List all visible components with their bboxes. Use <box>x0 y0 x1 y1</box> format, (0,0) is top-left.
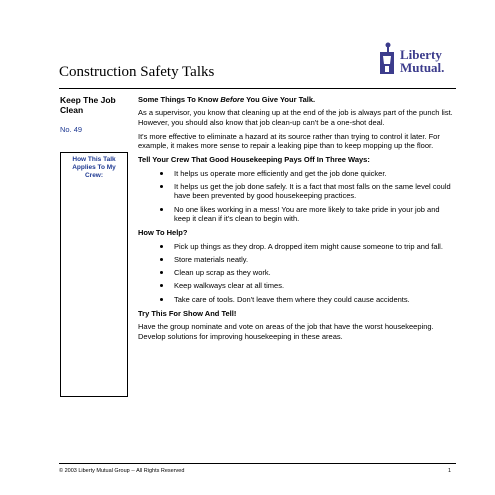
section-heading-three-ways: Tell Your Crew That Good Housekeeping Pays Off In Three Ways: <box>138 155 370 165</box>
footer-page-number: 1 <box>448 468 452 474</box>
list-item: Keep walkways clear at all times. <box>174 281 455 290</box>
heading-prefix: Some Things To Know <box>138 95 221 104</box>
talk-title: Keep The Job Clean <box>60 95 116 115</box>
page-title: Construction Safety Talks <box>59 64 215 80</box>
paragraph-show-and-tell: Have the group nominate and vote on areas of the job that have the worst housekeeping. Develop solutions for improving housekeeping in these areas. <box>138 322 434 341</box>
footer-copyright: © 2003 Liberty Mutual Group -- All Rights Reserved <box>59 468 185 474</box>
crew-box-label: How This Talk Applies To My Crew: <box>72 156 116 179</box>
logo-text-line2: Mutual. <box>400 60 445 75</box>
header-divider <box>59 88 456 89</box>
list-item: Clean up scrap as they work. <box>174 268 455 277</box>
crew-notes-box <box>60 152 128 397</box>
heading-emphasis: Before <box>220 95 245 104</box>
section-heading-show-and-tell: Try This For Show And Tell! <box>138 309 237 319</box>
liberty-mutual-logo <box>378 42 454 78</box>
footer-divider <box>59 463 456 464</box>
issue-number: No. 49 <box>60 125 83 134</box>
talk-content <box>138 95 455 346</box>
logo-text-line1: Liberty <box>400 47 442 62</box>
list-item: It helps us operate more efficiently and get the job done quicker. <box>174 169 455 178</box>
list-item: Pick up things as they drop. A dropped item might cause someone to trip and fall. <box>174 242 455 251</box>
statue-of-liberty-icon <box>378 42 398 76</box>
how-to-help-list <box>138 242 455 304</box>
paragraph-source: It's more effective to eliminate a hazard at its source rather than trying to control it later. For example, it makes more sense to repair a leaking pipe than to keep mopping up the floor. <box>138 131 440 151</box>
list-item: It helps us get the job done safely. It is a fact that most falls on the same level could have been prevented by good housekeeping practices. <box>174 182 455 201</box>
list-item: Take care of tools. Don't leave them where they could cause accidents. <box>174 295 455 304</box>
three-ways-list <box>138 169 455 223</box>
section-heading-know-before <box>138 95 455 104</box>
list-item: Store materials neatly. <box>174 255 455 264</box>
heading-suffix: You Give Your Talk. <box>244 95 316 104</box>
section-heading-how-to-help: How To Help? <box>138 228 188 238</box>
list-item: No one likes working in a mess! You are more likely to take pride in your job and keep it clean if it's clean to begin with. <box>174 205 455 224</box>
paragraph-intro: As a supervisor, you know that cleaning up at the end of the job is always part of the punch list. However, you should also know that job clean-up can't be a one-shot deal. <box>138 108 453 127</box>
